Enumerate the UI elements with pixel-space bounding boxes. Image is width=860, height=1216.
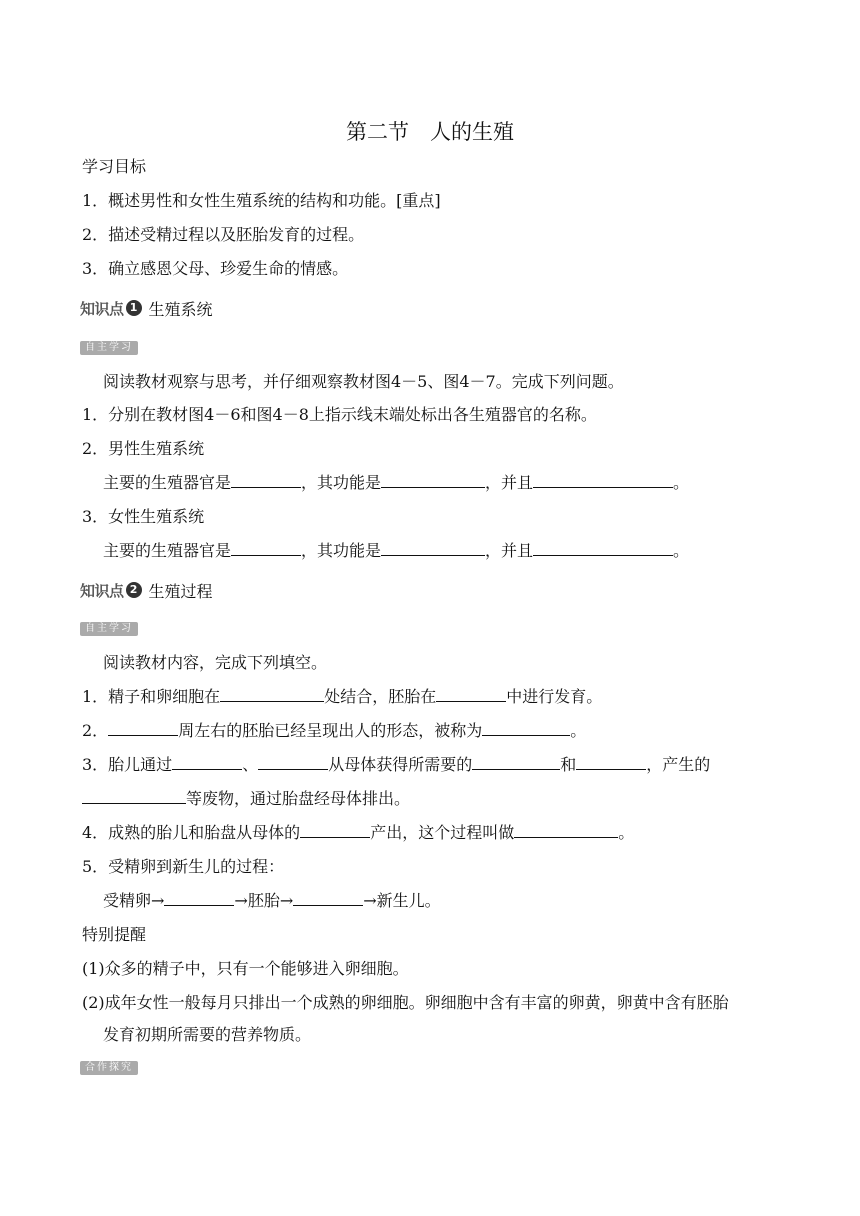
knowledge-point-label: 知识点 <box>80 299 124 318</box>
objective-item: 2．描述受精过程以及胚胎发育的过程。 <box>82 225 365 244</box>
number-badge-icon: 2 <box>126 582 142 598</box>
fill-text: ，产生的 <box>646 755 711 774</box>
fill-text: 1．精子和卵细胞在 <box>82 687 221 706</box>
fill-text: 3．胎儿通过 <box>82 755 173 774</box>
fill-text: 2． <box>82 721 109 740</box>
blank-field[interactable] <box>482 721 570 736</box>
blank-field[interactable] <box>164 891 234 906</box>
blank-field[interactable] <box>108 721 178 736</box>
fill-text: 从母体获得所需要的 <box>328 755 473 774</box>
blank-field[interactable] <box>436 687 506 702</box>
number-badge-icon: 1 <box>126 300 142 316</box>
blank-field[interactable] <box>172 755 242 770</box>
blank-field[interactable] <box>220 687 324 702</box>
fill-text: 主要的生殖器官是 <box>103 541 232 560</box>
fill-text: ，其功能是 <box>301 541 382 560</box>
fill-text: ，并且 <box>485 541 534 560</box>
knowledge-point-label: 知识点 <box>80 581 124 600</box>
fill-text: ，其功能是 <box>301 473 382 492</box>
kp1-question-1: 1．分别在教材图4－6和图4－8上指示线末端处标出各生殖器官的名称。 <box>82 405 597 424</box>
objectives-heading: 学习目标 <box>82 157 147 176</box>
kp2-question-4 <box>82 822 634 844</box>
blank-field[interactable] <box>514 823 618 838</box>
self-study-tag: 自主学习 <box>80 622 138 636</box>
kp2-question-1 <box>82 686 602 708</box>
self-study-tag: 自主学习 <box>80 341 138 355</box>
blank-field[interactable] <box>576 755 646 770</box>
knowledge-point-2-header <box>80 578 213 602</box>
kp1-question-2: 2．男性生殖系统 <box>82 439 205 458</box>
blank-field[interactable] <box>381 473 485 488</box>
objective-item: 3．确立感恩父母、珍爱生命的情感。 <box>82 259 349 278</box>
blank-field[interactable] <box>231 541 301 556</box>
fill-text: 。 <box>673 541 690 560</box>
kp2-question-2 <box>82 720 586 742</box>
fill-text: 、 <box>242 755 259 774</box>
blank-field[interactable] <box>231 473 301 488</box>
fill-text: 受精卵→ <box>103 891 165 910</box>
reminder-item: (2)成年女性一般每月只排出一个成熟的卵细胞。卵细胞中含有丰富的卵黄，卵黄中含有胚胎 <box>82 993 729 1012</box>
page-title: 第二节 人的生殖 <box>346 120 514 144</box>
kp2-question-3-cont <box>82 788 410 810</box>
knowledge-point-title: 生殖系统 <box>148 299 213 319</box>
male-fill-line <box>103 472 689 494</box>
kp1-intro: 阅读教材观察与思考，并仔细观察教材图4－5、图4－7。完成下列问题。 <box>103 372 624 391</box>
reminder-heading: 特别提醒 <box>82 925 147 944</box>
blank-field[interactable] <box>258 755 328 770</box>
knowledge-point-title: 生殖过程 <box>148 581 213 601</box>
blank-field[interactable] <box>82 789 186 804</box>
blank-field[interactable] <box>472 755 560 770</box>
cooperative-inquiry-tag: 合作探究 <box>80 1061 138 1075</box>
fill-text: 4．成熟的胎儿和胎盘从母体的 <box>82 823 301 842</box>
knowledge-point-1-header <box>80 296 213 320</box>
female-fill-line <box>103 540 689 562</box>
kp2-intro: 阅读教材内容，完成下列填空。 <box>103 653 328 672</box>
fill-text: ，并且 <box>485 473 534 492</box>
blank-field[interactable] <box>381 541 485 556</box>
kp2-question-3 <box>82 754 710 776</box>
kp1-question-3: 3．女性生殖系统 <box>82 507 205 526</box>
blank-field[interactable] <box>533 541 673 556</box>
fill-text: 中进行发育。 <box>506 687 603 706</box>
fill-text: →胚胎→ <box>234 891 294 910</box>
kp2-flow <box>103 890 441 912</box>
fill-text: 。 <box>618 823 635 842</box>
reminder-item-cont: 发育初期所需要的营养物质。 <box>103 1025 312 1044</box>
fill-text: 周左右的胚胎已经呈现出人的形态，被称为 <box>178 721 483 740</box>
fill-text: →新生儿。 <box>363 891 441 910</box>
fill-text: 。 <box>673 473 690 492</box>
fill-text: 。 <box>570 721 587 740</box>
kp2-question-5: 5．受精卵到新生儿的过程： <box>82 857 285 876</box>
fill-text: 产出，这个过程叫做 <box>370 823 515 842</box>
blank-field[interactable] <box>293 891 363 906</box>
blank-field[interactable] <box>533 473 673 488</box>
objective-item: 1．概述男性和女性生殖系统的结构和功能。[重点] <box>82 191 441 210</box>
fill-text: 处结合，胚胎在 <box>324 687 437 706</box>
fill-text: 和 <box>560 755 577 774</box>
fill-text: 等废物，通过胎盘经母体排出。 <box>186 789 411 808</box>
blank-field[interactable] <box>300 823 370 838</box>
reminder-item: (1)众多的精子中，只有一个能够进入卵细胞。 <box>82 959 409 978</box>
fill-text: 主要的生殖器官是 <box>103 473 232 492</box>
